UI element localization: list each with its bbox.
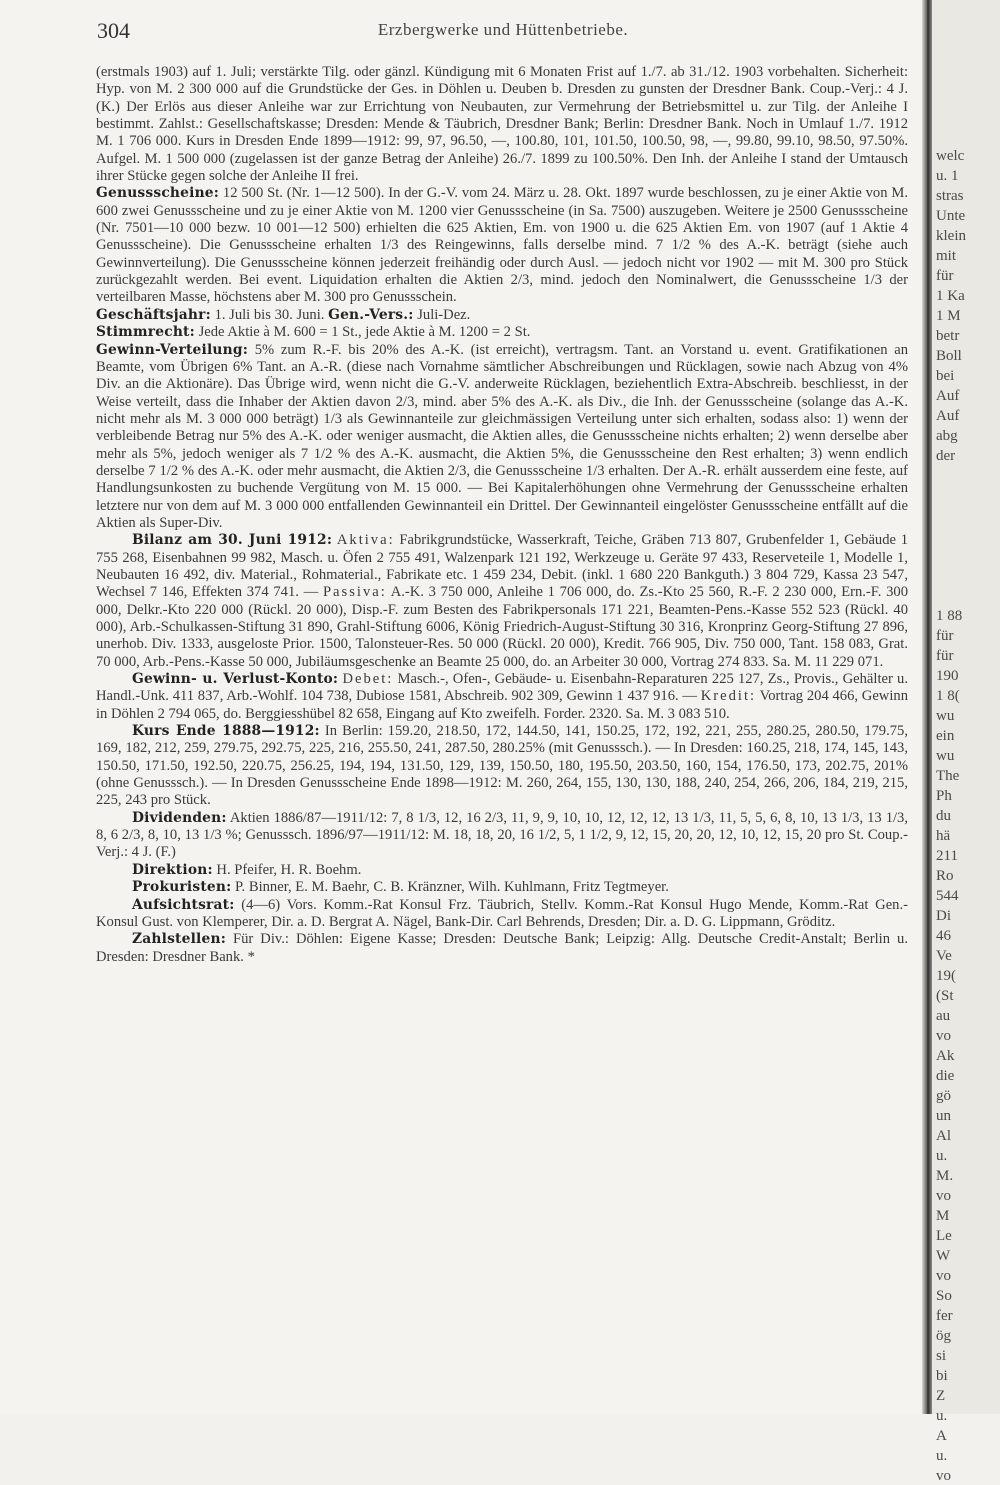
paragraph-text: 1. Juli bis 30. Juni. [214, 306, 325, 323]
adjacent-page-fragment: 1 Ka [936, 288, 965, 304]
adjacent-page-fragment: 1 8( [936, 688, 960, 704]
adjacent-page-fragment: The [936, 768, 960, 784]
adjacent-page-fragment: Di [936, 908, 951, 924]
paragraph-text: Fabrikgrundstücke, Wasserkraft, Teiche, Gräben 713 807, Grubenfelder 1, Gebäude 1 755 268, Eisenbahnen 99 982, Masch. u. Öfen 2 755 491, Walzenpark 121 192, Werkzeuge u. Geräte 97 433, Reserveteile 1, Modelle 1, Neubauten 16 492, div. Material., Rohmaterial., Fabrikate etc. 1 459 234, Debit. (inkl. 1 680 220 Bankguth.) 3 804 729, Kassa 23 547, Wechsel 7 146, Effekten 374 741. — [96, 532, 909, 601]
adjacent-page-fragment: der [936, 448, 956, 464]
adjacent-page-fragment: 1 88 [936, 608, 963, 624]
adjacent-page-fragment: 544 [936, 888, 959, 904]
adjacent-page-fragment: M. [936, 1168, 954, 1184]
adjacent-page-fragment: die [936, 1068, 955, 1084]
adjacent-page-fragment: Ph [936, 788, 952, 804]
paragraph-text: Für Div.: Döhlen: Eigene Kasse; Dresden: Deutsche Bank; Leipzig: Allg. Deutsche Credit-Anstalt; Berlin u. Dresden: Dresdner Bank. [96, 931, 908, 965]
section-heading-gen-vers: Gen.-Vers.: [328, 306, 414, 323]
adjacent-page-fragment: für [936, 268, 954, 284]
paragraph-bilanz [96, 532, 908, 671]
paragraph-text: A.-K. 3 750 000, Anleihe 1 706 000, do. Zs.-Kto 25 560, R.-F. 2 230 000, Ern.-F. 300 000, Delkr.-Kto 220 000 (Rückl. 20 000), Disp.-F. zum Besten des Fabrikpersonals 171 221, Beamten-Pens.-Kasse 552 523 (Rückl. 40 000), Arb.-Schulkassen-Stiftung 31 890, Grahl-Stiftung 6006, König Friedrich-August-Stiftung 30 316, Kronprinz Georg-Stiftung 27 896, unerhob. Div. 1333, ausgeloste Prior. 1500, Talonsteuer-Res. 50 000 (Rückl. 20 000), Kredit. 766 905, Div. 750 000, Tant. 158 083, Grat. 70 000, Arb.-Pens.-Kasse 50 000, Jubiläumsgeschenke an Beamte 25 000, do. an Arbeiter 30 000, Vortrag 274 833. Sa. M. 11 229 071. [96, 584, 908, 670]
adjacent-page-fragment: bei [936, 368, 955, 384]
adjacent-page-fragment: au [936, 1008, 951, 1024]
adjacent-page-fragment: stras [936, 188, 964, 204]
label-debet: Debet: [342, 671, 394, 688]
section-heading-prokuristen: Prokuristen: [132, 879, 232, 896]
adjacent-page-edge [932, 0, 1000, 1484]
paragraph-dividenden [96, 810, 908, 862]
paragraph-text: P. Binner, E. M. Baehr, C. B. Kränzner, Wilh. Kuhlmann, Fritz Tegtmeyer. [235, 879, 669, 896]
section-heading-bilanz: Bilanz am 30. Juni 1912: [132, 532, 333, 549]
paragraph-text: Masch.-, Ofen-, Gebäude- u. Eisenbahn-Reparaturen 225 127, Zs., Provis., Gehälter u. Handl.-Unk. 411 837, Arb.-Wohlf. 104 738, Dubiose 1581, Abschreib. 902 309, Gewinn 1 437 916. — [96, 671, 908, 705]
adjacent-page-fragment: u. [936, 1408, 948, 1424]
adjacent-page-fragment: ein [936, 728, 955, 744]
paragraph-text: (4—6) Vors. Komm.-Rat Konsul Frz. Täubrich, Stellv. Komm.-Rat Konsul Hugo Mende, Komm.-Rat Gen.-Konsul Gust. von Klemperer, Dir. a. D. Bergrat A. Nägel, Bank-Dir. Carl Behrends, Dresden; Dir. a. D. G. Lippmann, Gröditz. [96, 896, 908, 930]
paragraph-text: In Berlin: 159.20, 218.50, 172, 144.50, 141, 150.25, 172, 192, 221, 255, 280.25, 280.50, 179.75, 169, 182, 212, 259, 279.75, 292.75, 225, 216, 255.50, 241, 287.50, 280.25% (mit Genusssch.). — In Dresden: 160.25, 218, 174, 145, 143, 150.50, 171.50, 192.50, 220.75, 256.25, 194, 194, 131.50, 129, 139, 150.50, 180, 195.50, 203.50, 160, 154, 176.50, 173, 202.75, 201% (ohne Genusssch.). — In Dresden Genussscheine Ende 1898—1912: M. 260, 264, 155, 130, 130, 188, 240, 254, 266, 206, 184, 219, 215, 225, 243 pro Stück. [96, 723, 908, 809]
label-kredit: Kredit: [700, 688, 757, 705]
adjacent-page-fragment: 19( [936, 968, 956, 984]
paragraph-kurs [96, 723, 908, 810]
paragraph-text: H. Pfeifer, H. R. Boehm. [216, 861, 362, 878]
adjacent-page-fragment: wu [936, 748, 955, 764]
adjacent-page-fragment: mit [936, 248, 957, 264]
adjacent-page-fragment: Unte [936, 208, 966, 224]
adjacent-page-fragment: für [936, 648, 954, 664]
adjacent-page-fragment: 211 [936, 848, 958, 864]
label-passiva: Passiva: [322, 584, 387, 601]
adjacent-page-fragment: Auf [936, 388, 960, 404]
paragraph-text: Jede Aktie à M. 600 = 1 St., jede Aktie à M. 1200 = 2 St. [198, 324, 531, 341]
adjacent-page-fragment: abg [936, 428, 958, 444]
paragraph-anleihe-continued [96, 64, 908, 185]
paragraph-text: Juli-Dez. [417, 306, 471, 323]
adjacent-page-fragment: A [936, 1428, 947, 1444]
adjacent-page-fragment: wu [936, 708, 955, 724]
adjacent-page-fragment: Ve [936, 948, 952, 964]
adjacent-page-fragment: M [936, 1208, 950, 1224]
adjacent-page-fragment: klein [936, 228, 966, 244]
section-heading-dividenden: Dividenden: [132, 809, 227, 826]
page-number: 304 [97, 18, 130, 43]
adjacent-page-fragment: Ak [936, 1048, 955, 1064]
adjacent-page-fragment: fer [936, 1308, 953, 1324]
section-heading-geschaeftsjahr: Geschäftsjahr: [96, 306, 211, 323]
paragraph-prokuristen [96, 879, 908, 896]
adjacent-page-fragment: vo [936, 1468, 951, 1484]
adjacent-page-fragment: hä [936, 828, 951, 844]
adjacent-page-fragment: bi [936, 1368, 948, 1384]
adjacent-page-fragment: un [936, 1108, 951, 1124]
adjacent-page-fragment: Al [936, 1128, 951, 1144]
running-title: Erzbergwerke und Hüttenbetriebe. [377, 20, 629, 39]
book-gutter [922, 0, 932, 1414]
adjacent-page-fragment: Z [936, 1388, 946, 1404]
adjacent-page-fragment: ög [936, 1328, 951, 1344]
adjacent-page-fragment: gö [936, 1088, 951, 1104]
section-heading-genussscheine: Genussscheine: [96, 185, 220, 202]
adjacent-page-fragment: Auf [936, 408, 960, 424]
adjacent-page-fragment: u. [936, 1148, 948, 1164]
paragraph-geschaeftsjahr [96, 307, 908, 324]
adjacent-page-fragment: W [936, 1248, 951, 1264]
adjacent-page-fragment: si [936, 1348, 947, 1364]
paragraph-zahlstellen [96, 931, 908, 966]
paragraph-direktion [96, 862, 908, 879]
paragraph-text: (erstmals 1903) auf 1. Juli; verstärkte Tilg. oder gänzl. Kündigung mit 6 Monaten Frist auf 1./7. ab 31./12. 1903 vorbehalten. Sicherheit: Hyp. von M. 2 300 000 auf die Grundstücke der Ges. in Döhlen u. Deuben b. Dresden zu gunsten der Dresdner Bank. Coup.-Verj.: 4 J. (K.) Der Erlös aus dieser Anleihe war zur Errichtung von Neubauten, zur Vermehrung der Betriebsmittel u. zur Tilg. der Anleihe I bestimmt. Zahlst.: Gesellschaftskasse; Dresden: Mende & Täubrich, Dresdner Bank; Berlin: Dresdner Bank. Noch in Umlauf 1./7. 1912 M. 1 706 000. Kurs in Dresden Ende 1899—1912: 99, 97, 96.50, —, 100.80, 101, 101.50, 100.50, 98, —, 99.80, 99.10, 98.50, 97.50%. Aufgel. M. 1 500 000 (zugelassen ist der ganze Betrag der Anleihe) 26./7. 1899 zu 100.50%. Den Inh. der Anleihe I stand der Umtausch ihrer Stücke gegen solche der Anleihe II frei. [96, 64, 908, 185]
paragraph-gewinn-verlust [96, 671, 908, 723]
paragraph-text: Aktien 1886/87—1911/12: 7, 8 1/3, 12, 16 2/3, 11, 9, 9, 10, 10, 12, 12, 12, 13 1/3, 11, 5, 5, 6, 8, 10, 13 1/3, 13 1/3, 8, 6 2/3, 8, 10, 13 1/3 %; Genusssch. 1896/97—1911/12: M. 18, 18, 20, 16 1/2, 5, 1 1/2, 9, 12, 15, 20, 20, 12, 10, 12, 15, 20 pro St. Coup.-Verj.: 4 J. (F.) [96, 809, 909, 861]
page-body [96, 64, 908, 966]
adjacent-page-fragment: welc [936, 148, 965, 164]
adjacent-page-fragment: Boll [936, 348, 962, 364]
adjacent-page-fragment: 1 M [936, 308, 961, 324]
paragraph-stimmrecht [96, 324, 908, 341]
adjacent-page-fragment: vo [936, 1268, 951, 1284]
adjacent-page-fragment: 190 [936, 668, 959, 684]
adjacent-page-fragment: u. 1 [936, 168, 959, 184]
section-heading-zahlstellen: Zahlstellen: [132, 931, 226, 948]
section-heading-direktion: Direktion: [132, 861, 213, 878]
adjacent-page-fragment: So [936, 1288, 952, 1304]
adjacent-page-fragment: Ro [936, 868, 954, 884]
adjacent-page-fragment: vo [936, 1188, 951, 1204]
adjacent-page-fragment: betr [936, 328, 960, 344]
paragraph-text: 12 500 St. (Nr. 1—12 500). In der G.-V. vom 24. März u. 28. Okt. 1897 wurde beschlossen, zu je einer Aktie von M. 600 zwei Genussscheine und zu je einer Aktie von M. 1200 vier Genussscheine (in Sa. 7500) auszugeben. Weitere je 2500 Genussscheine (Nr. 7501—10 000 bezw. 10 001—12 500) erhielten die 625 Aktien, Em. von 1900 u. die 625 Aktien Em. von 1907 (auf 1 Aktie 4 Genussscheine). Die Genussscheine erhalten 1/3 des Reingewinns, falls derselbe mind. 7 1/2 % des A.-K. beträgt (siehe auch Gewinnverteilung). Die Genussscheine können jederzeit freihändig oder durch Ausl. — jedoch nicht vor 1902 — mit M. 300 pro Stück zurückgezahlt werden. Bei event. Liquidation erhalten die Aktien 2/3, mind. jedoch den Nominalwert, die Genussscheine 1/3 der verteilbaren Masse, höchstens aber M. 300 pro Genussschein. [96, 185, 908, 306]
adjacent-page-fragment: (St [936, 988, 954, 1004]
section-heading-kurs: Kurs Ende 1888—1912: [132, 723, 320, 740]
adjacent-page-fragment: für [936, 628, 954, 644]
paragraph-aufsichtsrat [96, 897, 908, 932]
paragraph-text: 5% zum R.-F. bis 20% des A.-K. (ist erreicht), vertragsm. Tant. an Vorstand u. event. Gratifikationen an Beamte, vom Übrigen 6% Tant. an A.-R. (diese nach Vornahme sämtlicher Abschreibungen und Rücklagen, sowie nach Abzug von 4% Div. an die Aktionäre). Das Übrige wird, wenn nicht die G.-V. anderweite Rücklagen, beziehentlich Extra-Abschreib. beschliesst, in der Weise verteilt, dass die Inhaber der Aktien davon 2/3, mind. aber 5% des A.-K. als Div., die Inh. der Genussscheine (solange das A.-K. nicht mehr als M. 3 000 000 beträgt) 1/3 als Gewinnanteile zur gleichmässigen Verteilung unter sich erhalten, sodass also: 1) wenn der verbleibende Betrag nur 5% des A.-K. oder weniger ausmacht, die Aktien alles, die Genussscheine nichts erhalten; 2) wenn derselbe aber mehr als 5%, jedoch weniger als 7 1/2 % des A.-K. ausmacht, die Aktien 5%, die Genussscheine den Rest erhalten; 3) wenn endlich derselbe 7 1/2 % des A.-K. oder mehr ausmacht, die Aktien 2/3, die Genussscheine 1/3 erhalten. Der A.-R. erhält ausserdem eine feste, auf Handlungsunkosten zu buchende Vergütung von M. 15 000. — Bei Kapitalerhöhungen ohne Vermehrung der Genussscheine erhalten letztere nur von dem auf M. 3 000 000 entfallenden Gewinnanteil ein Drittel. Der Gewinnanteil eingelöster Genussscheine entfällt auf die Aktien als Super-Div. [96, 341, 908, 531]
section-heading-stimmrecht: Stimmrecht: [96, 324, 195, 341]
label-aktiva: Aktiva: [336, 532, 395, 549]
paragraph-genussscheine [96, 185, 908, 306]
adjacent-page-fragment: vo [936, 1028, 951, 1044]
section-heading-gewinn-verteilung: Gewinn-Verteilung: [96, 341, 248, 358]
paragraph-text: Vortrag 204 466, Gewinn in Döhlen 2 794 065, do. Berggiesshübel 82 658, Eingang auf Kto zweifelh. Forder. 2320. Sa. M. 3 083 510. [96, 688, 908, 722]
adjacent-page-fragment: Le [936, 1228, 952, 1244]
page-header [97, 18, 909, 48]
paragraph-gewinn-verteilung [96, 342, 908, 533]
section-heading-aufsichtsrat: Aufsichtsrat: [132, 896, 235, 913]
end-mark: * [247, 948, 255, 965]
adjacent-page-fragment: u. [936, 1448, 948, 1464]
section-heading-gewinn-verlust: Gewinn- u. Verlust-Konto: [132, 671, 339, 688]
adjacent-page-fragment: 46 [936, 928, 951, 944]
adjacent-page-fragment: du [936, 808, 951, 824]
